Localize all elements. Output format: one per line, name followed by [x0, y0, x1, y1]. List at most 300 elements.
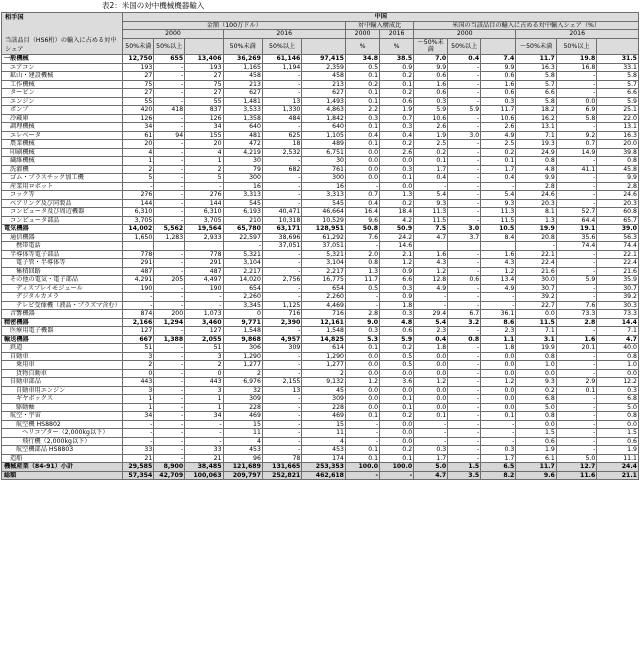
- table-cell: -: [481, 429, 516, 438]
- table-cell: 2,055: [185, 335, 223, 344]
- table-cell: 1,650: [123, 233, 154, 242]
- table-cell: 11.7: [481, 106, 516, 115]
- table-cell: -: [262, 199, 301, 208]
- table-cell: -: [345, 420, 379, 429]
- table-cell: 11.3: [481, 208, 516, 217]
- row-label: 印刷機械: [2, 148, 123, 157]
- table-cell: 5.8: [516, 72, 556, 81]
- table-cell: 5.8: [597, 72, 639, 81]
- table-cell: 74.4: [556, 242, 596, 251]
- table-cell: 1,548: [302, 327, 346, 336]
- row-label: 工作機械: [2, 80, 123, 89]
- table-cell: 1,283: [154, 233, 185, 242]
- table-cell: 42,709: [154, 471, 185, 480]
- table-cell: 778: [185, 250, 223, 259]
- table-cell: 11.6: [556, 471, 596, 480]
- table-cell: 6,310: [123, 208, 154, 217]
- table-cell: -: [154, 123, 185, 132]
- table-cell: -: [154, 301, 185, 310]
- table-cell: 0.0: [516, 310, 556, 319]
- table-cell: 34: [185, 412, 223, 421]
- table-cell: 627: [223, 89, 262, 98]
- table-cell: 6.8: [516, 395, 556, 404]
- table-cell: 2.8: [516, 182, 556, 191]
- table-cell: 33: [185, 446, 223, 455]
- table-cell: 144: [123, 199, 154, 208]
- table-cell: 1.2: [414, 378, 448, 387]
- table-cell: 0.1: [345, 140, 379, 149]
- table-cell: 1.5: [448, 463, 481, 472]
- table-cell: 1,290: [302, 352, 346, 361]
- table-cell: 291: [123, 259, 154, 268]
- table-cell: 716: [262, 310, 301, 319]
- table-cell: -: [448, 157, 481, 166]
- table-cell: -: [556, 259, 596, 268]
- table-cell: 2: [185, 361, 223, 370]
- table-cell: 12.2: [597, 378, 639, 387]
- table-cell: 545: [223, 199, 262, 208]
- table-cell: 2,260: [302, 293, 346, 302]
- table-cell: 11.7: [345, 276, 379, 285]
- table-cell: -: [556, 267, 596, 276]
- row-label: コンピュータ部品: [2, 216, 123, 225]
- table-cell: -: [414, 420, 448, 429]
- table-cell: 18.2: [516, 106, 556, 115]
- table-cell: 51: [123, 344, 154, 353]
- table-cell: 0.1: [414, 412, 448, 421]
- table-cell: 37,051: [302, 242, 346, 251]
- table-cell: 4.7: [414, 233, 448, 242]
- table-cell: 1.2: [414, 267, 448, 276]
- table-cell: 22.0: [597, 114, 639, 123]
- table-row: [2, 463, 639, 472]
- table-row: [2, 454, 639, 463]
- table-cell: 0.0: [380, 429, 414, 438]
- table-cell: 78: [262, 454, 301, 463]
- table-cell: 0.2: [380, 72, 414, 81]
- row-label: 集積回路: [2, 267, 123, 276]
- table-cell: 0.0: [345, 157, 379, 166]
- table-cell: 9,132: [302, 378, 346, 387]
- table-cell: 12.8: [414, 276, 448, 285]
- table-cell: 19,564: [185, 225, 223, 234]
- table-cell: 205: [154, 276, 185, 285]
- table-cell: 0.0: [380, 182, 414, 191]
- table-cell: -: [448, 165, 481, 174]
- table-cell: 2,390: [262, 318, 301, 327]
- table-cell: 0.1: [345, 446, 379, 455]
- col-ge50-2016: 50%以上: [262, 38, 301, 54]
- table-cell: 6.5: [481, 463, 516, 472]
- table-cell: -: [556, 429, 596, 438]
- table-cell: 7.4: [481, 55, 516, 64]
- table-row: [2, 403, 639, 412]
- table-cell: 1.2: [481, 267, 516, 276]
- table-cell: 127: [123, 327, 154, 336]
- row-label: タービン: [2, 89, 123, 98]
- table-cell: -: [154, 165, 185, 174]
- share-header: 米国の当該品目の輸入に占める対中輸入シェア（%）: [414, 21, 639, 30]
- row-label: 通信機器: [2, 233, 123, 242]
- table-cell: 0.3: [345, 327, 379, 336]
- table-cell: 14.6: [380, 242, 414, 251]
- table-cell: -: [123, 420, 154, 429]
- table-cell: 2.0: [345, 250, 379, 259]
- table-cell: 4.9: [481, 131, 516, 140]
- row-label: ディスプレイモジュール: [2, 284, 123, 293]
- table-cell: 6.6: [516, 89, 556, 98]
- table-cell: -: [154, 157, 185, 166]
- table-cell: 0.0: [380, 386, 414, 395]
- table-cell: 1.9: [380, 106, 414, 115]
- table-cell: 2.3: [414, 327, 448, 336]
- table-cell: 1,277: [223, 361, 262, 370]
- table-cell: 489: [302, 140, 346, 149]
- table-cell: 2,166: [123, 318, 154, 327]
- table-cell: 0.0: [345, 352, 379, 361]
- table-cell: 4,219: [223, 148, 262, 157]
- table-cell: -: [448, 369, 481, 378]
- table-cell: 0.1: [380, 395, 414, 404]
- table-cell: -: [185, 293, 223, 302]
- table-cell: 1,073: [185, 310, 223, 319]
- table-cell: 6.8: [597, 395, 639, 404]
- table-cell: -: [448, 327, 481, 336]
- table-cell: -: [448, 395, 481, 404]
- table-cell: 2.9: [556, 378, 596, 387]
- table-cell: 22.7: [516, 301, 556, 310]
- table-cell: 5.7: [516, 80, 556, 89]
- table-cell: 40,471: [262, 208, 301, 217]
- table-cell: 19.8: [556, 55, 596, 64]
- table-cell: 15: [302, 420, 346, 429]
- table-cell: 19.3: [516, 140, 556, 149]
- table-cell: -: [414, 301, 448, 310]
- table-cell: 34: [123, 123, 154, 132]
- row-label: 冷蔵庫: [2, 114, 123, 123]
- table-cell: 0.4: [380, 131, 414, 140]
- table-cell: 0.0: [556, 97, 596, 106]
- table-cell: -: [556, 352, 596, 361]
- col-share-ge50-2016: 50%以上: [556, 38, 596, 54]
- table-cell: 0.0: [345, 386, 379, 395]
- table-cell: 487: [123, 267, 154, 276]
- table-row: [2, 89, 639, 98]
- table-cell: 0.3: [481, 446, 516, 455]
- table-cell: -: [345, 471, 379, 480]
- table-cell: 5.0: [414, 463, 448, 472]
- table-cell: 190: [123, 284, 154, 293]
- table-cell: 30.7: [516, 284, 556, 293]
- table-cell: 443: [123, 378, 154, 387]
- table-cell: 60.8: [597, 208, 639, 217]
- table-cell: -: [448, 250, 481, 259]
- item-label: 当該品目（HS6桁）の輸入に占める対中シェア: [5, 37, 117, 53]
- table-cell: 0.0: [597, 420, 639, 429]
- table-cell: 39.8: [597, 148, 639, 157]
- table-cell: 3: [123, 352, 154, 361]
- table-cell: 228: [223, 403, 262, 412]
- table-cell: 36.1: [481, 310, 516, 319]
- table-cell: 4.9: [414, 284, 448, 293]
- table-cell: 4.3: [414, 259, 448, 268]
- table-cell: 11.5: [481, 216, 516, 225]
- table-cell: -: [154, 293, 185, 302]
- table-cell: 3.0: [448, 131, 481, 140]
- table-cell: -: [448, 140, 481, 149]
- table-cell: 0.9: [380, 293, 414, 302]
- table-cell: -: [185, 182, 223, 191]
- table-cell: 61: [123, 131, 154, 140]
- table-cell: 1,358: [223, 114, 262, 123]
- table-row: [2, 233, 639, 242]
- table-cell: 45: [302, 386, 346, 395]
- row-label: エアコン: [2, 63, 123, 72]
- table-cell: 39.0: [597, 225, 639, 234]
- table-cell: -: [556, 182, 596, 191]
- table-cell: 57,354: [123, 471, 154, 480]
- table-cell: -: [414, 293, 448, 302]
- table-cell: 31.5: [597, 55, 639, 64]
- row-label: 鉱山・建設機械: [2, 72, 123, 81]
- table-cell: 7.0: [414, 55, 448, 64]
- table-cell: 0.6: [597, 437, 639, 446]
- table-cell: -: [556, 72, 596, 81]
- table-cell: 21.6: [597, 267, 639, 276]
- table-cell: 7.1: [516, 131, 556, 140]
- table-cell: 1.3: [516, 216, 556, 225]
- table-cell: 0.6: [380, 97, 414, 106]
- table-cell: 716: [302, 310, 346, 319]
- table-cell: 6,751: [302, 148, 346, 157]
- table-cell: 484: [262, 114, 301, 123]
- table-cell: 213: [223, 80, 262, 89]
- table-cell: 0.0: [481, 352, 516, 361]
- table-cell: 0.0: [345, 395, 379, 404]
- table-cell: 9,868: [223, 335, 262, 344]
- table-cell: 1.7: [481, 454, 516, 463]
- table-cell: -: [448, 148, 481, 157]
- table-cell: 0.5: [345, 63, 379, 72]
- table-cell: 9.9: [597, 174, 639, 183]
- table-cell: 1,493: [302, 97, 346, 106]
- table-cell: 1.6: [414, 80, 448, 89]
- table-cell: -: [556, 361, 596, 370]
- table-cell: 2.6: [481, 123, 516, 132]
- table-cell: -: [448, 63, 481, 72]
- table-cell: 13: [262, 386, 301, 395]
- table-cell: 1.2: [481, 378, 516, 387]
- table-cell: 8.4: [481, 233, 516, 242]
- table-row: [2, 148, 639, 157]
- table-cell: 34.8: [345, 55, 379, 64]
- table-cell: 35.9: [597, 276, 639, 285]
- table-cell: 7.6: [345, 233, 379, 242]
- table-cell: -: [154, 72, 185, 81]
- table-cell: -: [154, 395, 185, 404]
- table-cell: 1: [123, 395, 154, 404]
- table-cell: 18: [262, 140, 301, 149]
- table-cell: 0.5: [345, 284, 379, 293]
- table-title: 表2：米国の対中機械機器輸入: [102, 1, 205, 10]
- table-cell: 64.4: [556, 216, 596, 225]
- table-cell: 193: [185, 63, 223, 72]
- table-cell: -: [154, 216, 185, 225]
- table-cell: 0.4: [448, 55, 481, 64]
- table-cell: 24.6: [597, 191, 639, 200]
- table-cell: 12.7: [556, 463, 596, 472]
- table-cell: [154, 242, 185, 251]
- table-cell: 4: [123, 148, 154, 157]
- row-label: ギヤボックス: [2, 395, 123, 404]
- table-cell: -: [448, 284, 481, 293]
- table-row: [2, 199, 639, 208]
- table-cell: 0.0: [345, 369, 379, 378]
- table-cell: -: [448, 80, 481, 89]
- row-label: 航空・宇宙: [2, 412, 123, 421]
- table-cell: 1,481: [223, 97, 262, 106]
- table-cell: 0.3: [414, 97, 448, 106]
- table-cell: 0.0: [380, 420, 414, 429]
- table-cell: 3: [185, 352, 223, 361]
- table-cell: 0.0: [481, 395, 516, 404]
- table-cell: 126: [185, 114, 223, 123]
- table-cell: [414, 242, 448, 251]
- table-cell: -: [262, 259, 301, 268]
- table-cell: 0.8: [448, 335, 481, 344]
- table-cell: -: [556, 446, 596, 455]
- table-cell: 9.2: [556, 131, 596, 140]
- table-cell: 1,548: [223, 327, 262, 336]
- table-cell: -: [345, 182, 379, 191]
- table-cell: 127: [185, 327, 223, 336]
- table-cell: 22,597: [223, 233, 262, 242]
- table-cell: 0.4: [481, 174, 516, 183]
- table-cell: 3.2: [448, 318, 481, 327]
- table-cell: 16.3: [516, 63, 556, 72]
- table-cell: 8.6: [481, 318, 516, 327]
- table-cell: 0.0: [380, 157, 414, 166]
- table-cell: 0.1: [481, 157, 516, 166]
- row-label: 音響機器: [2, 310, 123, 319]
- table-cell: -: [262, 361, 301, 370]
- table-cell: 2.3: [481, 327, 516, 336]
- table-row: [2, 131, 639, 140]
- table-cell: 8,900: [154, 463, 185, 472]
- table-cell: 20.8: [516, 233, 556, 242]
- table-cell: 1,105: [302, 131, 346, 140]
- table-cell: 874: [123, 310, 154, 319]
- row-label: エレベータ: [2, 131, 123, 140]
- table-cell: 33.1: [597, 63, 639, 72]
- table-cell: 46,664: [302, 208, 346, 217]
- table-cell: -: [345, 437, 379, 446]
- table-cell: 9.3: [516, 378, 556, 387]
- table-cell: -: [262, 395, 301, 404]
- table-cell: 0.1: [414, 157, 448, 166]
- table-cell: 1.7: [481, 165, 516, 174]
- table-cell: 481: [223, 131, 262, 140]
- table-cell: 190: [185, 284, 223, 293]
- table-cell: 19.9: [516, 344, 556, 353]
- table-cell: 2: [302, 369, 346, 378]
- table-cell: -: [448, 344, 481, 353]
- table-cell: -: [448, 208, 481, 217]
- table-cell: 1.3: [345, 267, 379, 276]
- table-cell: 22.1: [516, 250, 556, 259]
- table-cell: 174: [302, 454, 346, 463]
- table-cell: 3: [185, 386, 223, 395]
- table-cell: -: [556, 293, 596, 302]
- row-label: コンピュータ及び周辺機器: [2, 208, 123, 217]
- table-cell: 6.9: [556, 106, 596, 115]
- table-cell: -: [448, 267, 481, 276]
- table-cell: 5.8: [516, 97, 556, 106]
- table-row: [2, 361, 639, 370]
- table-row: [2, 420, 639, 429]
- table-cell: 128,951: [302, 225, 346, 234]
- table-cell: 22.4: [516, 259, 556, 268]
- table-cell: 453: [302, 446, 346, 455]
- table-cell: 0.3: [380, 310, 414, 319]
- table-cell: -: [154, 454, 185, 463]
- table-cell: 100.0: [380, 463, 414, 472]
- table-cell: [448, 242, 481, 251]
- table-cell: 5: [185, 174, 223, 183]
- table-body: [2, 55, 639, 480]
- table-cell: 0.2: [380, 412, 414, 421]
- table-cell: 19.9: [516, 225, 556, 234]
- table-cell: 1,165: [223, 63, 262, 72]
- table-cell: -: [262, 191, 301, 200]
- table-cell: 12,161: [302, 318, 346, 327]
- table-cell: -: [262, 284, 301, 293]
- table-cell: -: [154, 80, 185, 89]
- table-cell: 3,345: [223, 301, 262, 310]
- row-label: 一般機械: [2, 55, 123, 64]
- table-cell: 34: [123, 412, 154, 421]
- table-cell: 309: [262, 344, 301, 353]
- table-cell: 30.0: [516, 276, 556, 285]
- table-row: [2, 208, 639, 217]
- table-cell: 640: [223, 123, 262, 132]
- table-cell: 4.7: [597, 335, 639, 344]
- table-cell: 11.7: [516, 55, 556, 64]
- table-cell: 10.5: [481, 225, 516, 234]
- table-cell: 1.0: [516, 361, 556, 370]
- table-cell: 1,125: [262, 301, 301, 310]
- table-cell: 1.0: [597, 361, 639, 370]
- table-cell: 3,705: [123, 216, 154, 225]
- row-label: 携帯電話: [2, 242, 123, 251]
- table-cell: -: [154, 114, 185, 123]
- table-cell: 11.7: [516, 463, 556, 472]
- table-cell: 0.8: [597, 412, 639, 421]
- table-cell: -: [448, 72, 481, 81]
- table-cell: 4.8: [516, 165, 556, 174]
- table-cell: 443: [185, 378, 223, 387]
- row-label: 鉄道: [2, 344, 123, 353]
- table-cell: 14.4: [597, 318, 639, 327]
- table-cell: 13: [262, 97, 301, 106]
- table-cell: -: [448, 446, 481, 455]
- table-cell: 0.6: [414, 89, 448, 98]
- table-cell: 1.7: [414, 165, 448, 174]
- table-cell: 228: [302, 403, 346, 412]
- table-cell: -: [481, 182, 516, 191]
- table-cell: 0.2: [380, 344, 414, 353]
- table-cell: -: [481, 301, 516, 310]
